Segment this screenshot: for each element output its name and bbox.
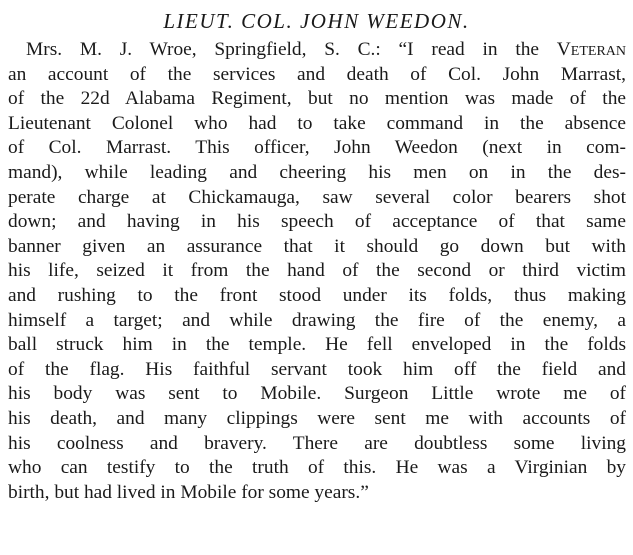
publication-name: Veteran (556, 39, 626, 60)
text-line: his life, seized it from the hand of the second or third victim (8, 260, 626, 282)
text-line: his coolness and bravery. There are doubtless some living (8, 432, 626, 454)
text-line: an account of the services and death of Col. John Marrast, (8, 63, 626, 85)
text-line: who can testify to the truth of this. He was a Virginian by (8, 457, 626, 479)
text-line-run: Mrs. M. J. Wroe, Springfield, S. C.: “I read in the (26, 39, 557, 60)
text-line: of the 22d Alabama Regiment, but no mention was made of the (8, 88, 626, 110)
article-body (8, 38, 626, 505)
text-line (8, 38, 626, 63)
text-line: himself a target; and while drawing the fire of the enemy, a (8, 309, 626, 331)
text-line: of Col. Marrast. This officer, John Weedon (next in com- (8, 137, 626, 159)
text-line: Lieutenant Colonel who had to take command in the absence (8, 112, 626, 134)
article-title: LIEUT. COL. JOHN WEEDON. (163, 9, 470, 33)
text-line: perate charge at Chickamauga, saw several color bearers shot (8, 186, 626, 208)
text-line: down; and having in his speech of acceptance of that same (8, 211, 626, 233)
text-line: birth, but had lived in Mobile for some years.” (8, 481, 369, 503)
text-line: his body was sent to Mobile. Surgeon Little wrote me of (8, 383, 626, 405)
text-line: and rushing to the front stood under its folds, thus making (8, 284, 626, 306)
text-line: mand), while leading and cheering his men on in the des- (8, 161, 626, 183)
text-line: ball struck him in the temple. He fell enveloped in the folds (8, 334, 626, 356)
text-line: of the flag. His faithful servant took him off the field and (8, 358, 626, 380)
text-line: his death, and many clippings were sent me with accounts of (8, 407, 626, 429)
text-line: banner given an assurance that it should go down but with (8, 235, 626, 257)
